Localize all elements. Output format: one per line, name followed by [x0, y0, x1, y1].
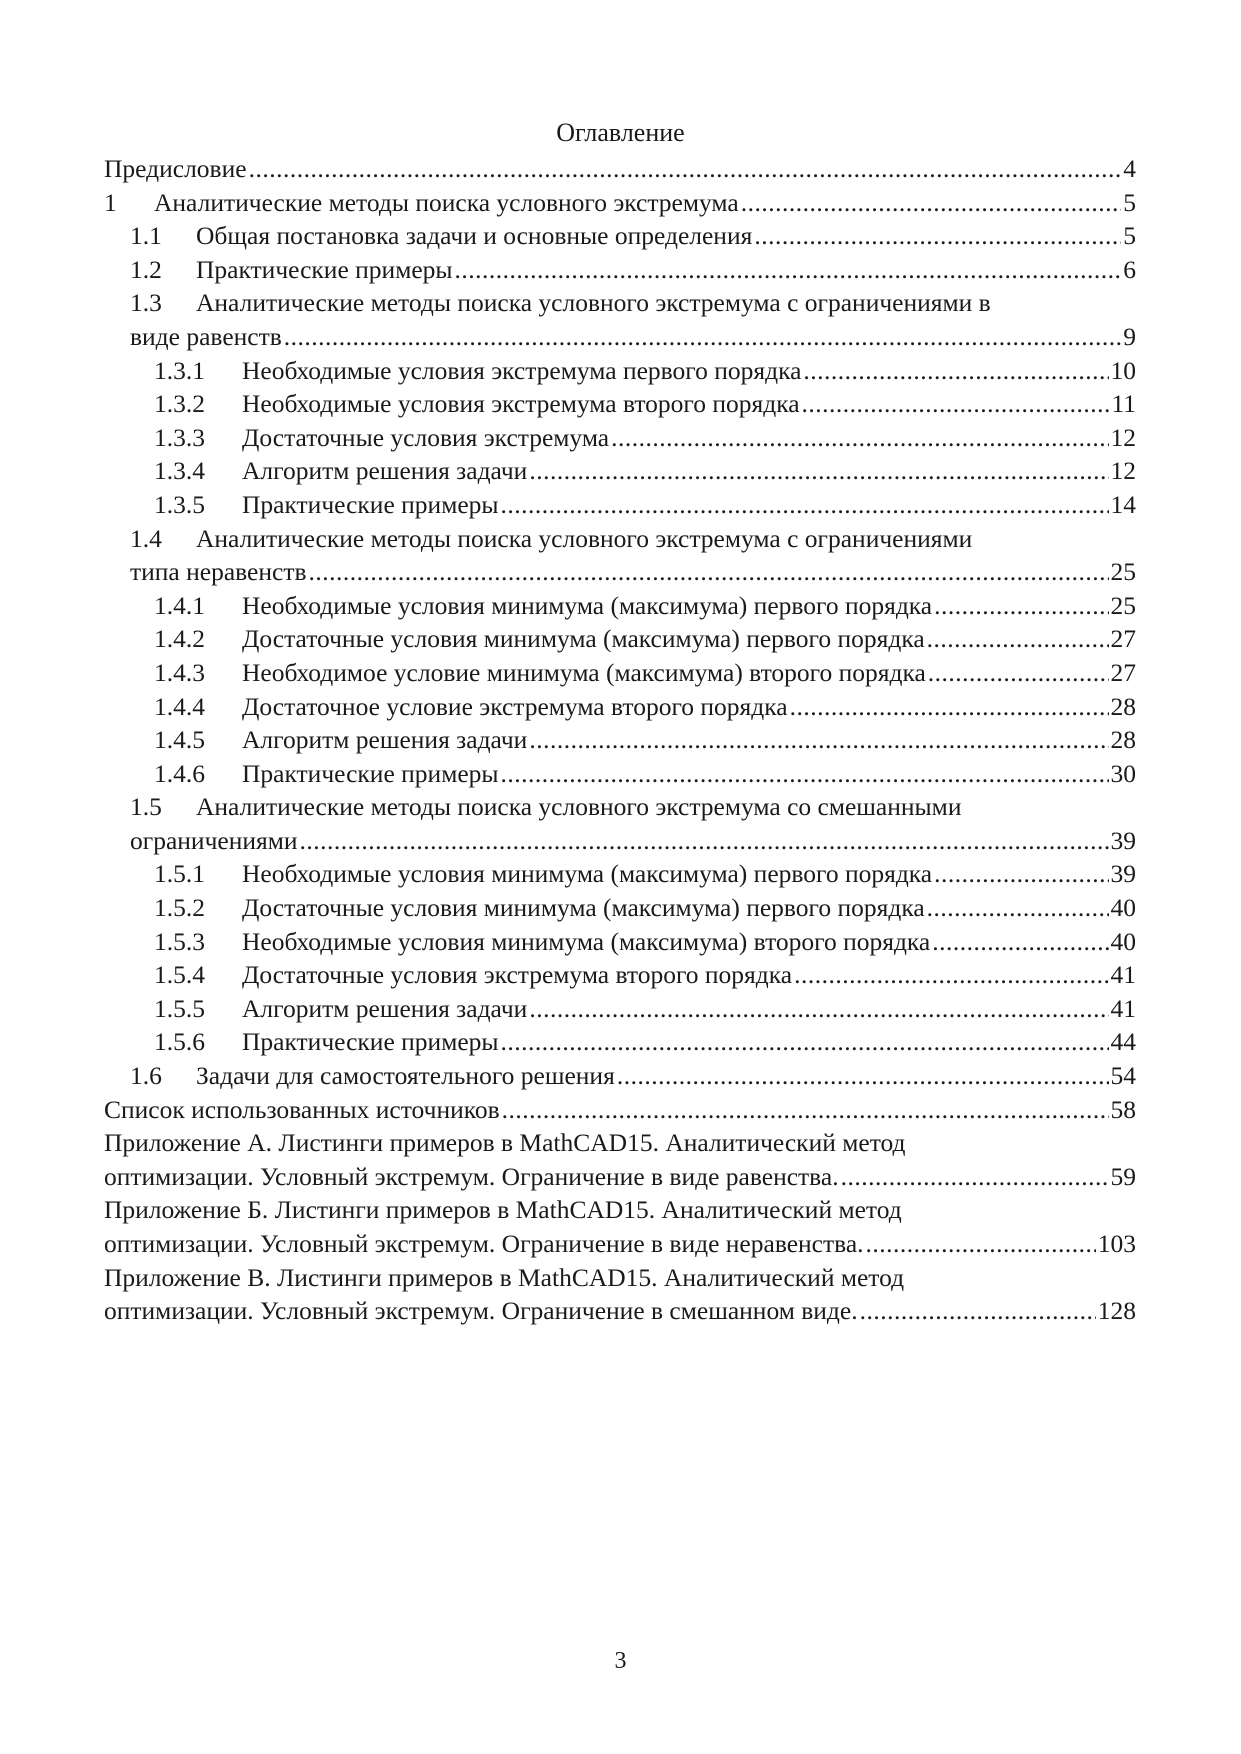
- dot-leader: [802, 387, 1110, 421]
- toc-entry-title: Необходимые условия экстремума первого порядка: [242, 355, 802, 385]
- dot-leader: [927, 622, 1109, 656]
- toc-entry-1-5-1[interactable]: [104, 857, 1136, 891]
- toc-entry-1-5[interactable]: [104, 790, 1136, 857]
- toc-entry-page: 12: [1110, 422, 1136, 452]
- toc-entry-title: Практические примеры: [242, 489, 499, 519]
- toc-entry-number: 1.5.3: [154, 926, 205, 956]
- toc-entry-title: Аналитические методы поиска условного экстремума со смешанными: [196, 792, 962, 822]
- toc-entry-1-4-1[interactable]: [104, 589, 1136, 623]
- page-number: 3: [614, 1648, 627, 1674]
- toc-entry-title-continued: оптимизации. Условный экстремум. Ограничение в виде равенства.: [104, 1161, 839, 1191]
- toc-entry-title: Достаточное условие экстремума второго порядка: [242, 691, 788, 721]
- dot-leader: [617, 1059, 1109, 1093]
- toc-entry-number: 1.3.5: [154, 489, 205, 519]
- toc-entry-title: Необходимые условия минимума (максимума) первого порядка: [242, 859, 933, 889]
- toc-entry-number: 1.4.5: [154, 725, 205, 755]
- toc-entry-number: 1.5.1: [154, 859, 205, 889]
- toc-entry-number: 1.4: [130, 523, 162, 553]
- toc-entry-number: 1.3.2: [154, 389, 205, 419]
- toc-entry-title: Алгоритм решения задачи: [242, 993, 528, 1023]
- toc-entry-title: Практические примеры: [242, 758, 499, 788]
- toc-entry-1-4-5[interactable]: [104, 723, 1136, 757]
- dot-leader: [249, 152, 1122, 186]
- toc-entry-title-continued: типа неравенств: [130, 557, 307, 587]
- dot-leader: [501, 1025, 1109, 1059]
- toc-entry-title: Задачи для самостоятельного решения: [196, 1061, 615, 1091]
- dot-leader: [741, 186, 1122, 220]
- toc-entry-number: 1.3.3: [154, 422, 205, 452]
- dot-leader: [300, 824, 1109, 858]
- toc-entry-page: 9: [1123, 321, 1136, 351]
- toc-entry-title: Аналитические методы поиска условного экстремума с ограничениями: [196, 523, 973, 553]
- toc-entry-appendix-a[interactable]: [104, 1126, 1136, 1193]
- toc-entry-title-continued: ограничениями: [130, 825, 298, 855]
- toc-entry-title: Алгоритм решения задачи: [242, 725, 528, 755]
- toc-entry-number: 1.2: [130, 254, 162, 284]
- toc-entry-page: 30: [1110, 758, 1136, 788]
- dot-leader: [284, 320, 1121, 354]
- dot-leader: [529, 723, 1108, 757]
- toc-entry-title: Необходимое условие минимума (максимума) второго порядка: [242, 657, 926, 687]
- toc-entry-number: 1.3: [130, 288, 162, 318]
- dot-leader: [611, 421, 1108, 455]
- toc-entry-number: 1.4.6: [154, 758, 205, 788]
- toc-entry-page: 44: [1110, 1027, 1136, 1057]
- dot-leader: [934, 589, 1108, 623]
- toc-entry-title: Аналитические методы поиска условного экстремума с ограничениями в: [196, 288, 991, 318]
- toc-entry-number: 1.5.4: [154, 960, 205, 990]
- toc-entry-number: 1.4.4: [154, 691, 205, 721]
- toc-entry-page: 40: [1110, 893, 1136, 923]
- toc-entry-1-5-5[interactable]: [104, 992, 1136, 1026]
- dot-leader: [934, 857, 1108, 891]
- toc-entry-1-3-5[interactable]: [104, 488, 1136, 522]
- toc-entry-1-4-4[interactable]: [104, 690, 1136, 724]
- toc-entry-1-5-4[interactable]: [104, 958, 1136, 992]
- toc-entry-page: 4: [1123, 154, 1136, 183]
- dot-leader: [529, 992, 1108, 1026]
- toc-entry-page: 5: [1123, 221, 1136, 251]
- toc-entry-appendix-b[interactable]: [104, 1193, 1136, 1260]
- dot-leader: [309, 555, 1109, 589]
- toc-entry-number: 1.5.6: [154, 1027, 205, 1057]
- dot-leader: [866, 1227, 1096, 1261]
- dot-leader: [860, 1294, 1096, 1328]
- toc-entry-page: 39: [1110, 825, 1136, 855]
- toc-entry-number: 1.4.1: [154, 590, 205, 620]
- toc-entry-title: Предисловие: [104, 154, 247, 183]
- dot-leader: [841, 1160, 1109, 1194]
- toc-entry-page: 25: [1110, 590, 1136, 620]
- toc-entry-title: Необходимые условия минимума (максимума) первого порядка: [242, 590, 933, 620]
- dot-leader: [790, 690, 1109, 724]
- toc-entry-number: 1.4.2: [154, 624, 205, 654]
- toc-entry-1-1[interactable]: [104, 219, 1136, 253]
- toc-entry-1-5-6[interactable]: [104, 1025, 1136, 1059]
- toc-entry-title: Приложение В. Листинги примеров в MathCAD15. Аналитический метод: [104, 1262, 905, 1292]
- dot-leader: [455, 253, 1122, 287]
- toc-entry-1-3[interactable]: [104, 286, 1136, 353]
- dot-leader: [927, 891, 1109, 925]
- toc-entry-1-4-3[interactable]: [104, 656, 1136, 690]
- toc-entry-title: Практические примеры: [242, 1027, 499, 1057]
- toc-entry-chapter-1[interactable]: [104, 186, 1136, 220]
- toc-entry-page: 5: [1123, 187, 1136, 217]
- toc-entry-number: 1.4.3: [154, 657, 205, 687]
- toc-entry-1-5-2[interactable]: [104, 891, 1136, 925]
- toc-entry-number: 1.1: [130, 221, 162, 251]
- toc-entry-number: 1.3.1: [154, 355, 205, 385]
- toc-heading: Оглавление: [556, 118, 685, 147]
- toc-entry-1-3-4[interactable]: [104, 454, 1136, 488]
- toc-entry-1-4-6[interactable]: [104, 757, 1136, 791]
- toc-entry-page: 54: [1110, 1061, 1136, 1091]
- toc-entry-1-3-1[interactable]: [104, 354, 1136, 388]
- toc-entry-appendix-v[interactable]: [104, 1261, 1136, 1328]
- toc-entry-page: 41: [1110, 960, 1136, 990]
- toc-entry-1-5-3[interactable]: [104, 925, 1136, 959]
- toc-entry-page: 128: [1097, 1296, 1136, 1326]
- toc-entry-number: 1.5.2: [154, 893, 205, 923]
- toc-entry-title: Необходимые условия экстремума второго порядка: [242, 389, 800, 419]
- toc-entry-page: 40: [1110, 926, 1136, 956]
- toc-entry-title: Достаточные условия минимума (максимума) первого порядка: [242, 624, 925, 654]
- toc-entry-title: Достаточные условия экстремума второго порядка: [242, 960, 793, 990]
- table-of-contents: [104, 152, 1136, 1328]
- toc-entry-title-continued: оптимизации. Условный экстремум. Ограничение в смешанном виде.: [104, 1296, 858, 1326]
- toc-entry-number: 1.3.4: [154, 456, 205, 486]
- toc-entry-1-3-3[interactable]: [104, 421, 1136, 455]
- toc-entry-number: 1: [104, 187, 117, 217]
- toc-entry-page: 41: [1110, 993, 1136, 1023]
- toc-entry-title: Приложение А. Листинги примеров в MathCAD15. Аналитический метод: [104, 1128, 906, 1158]
- toc-entry-page: 28: [1110, 691, 1136, 721]
- toc-entry-1-6[interactable]: [104, 1059, 1136, 1093]
- toc-entry-title: Список использованных источников: [104, 1094, 500, 1124]
- toc-entry-title: Достаточные условия минимума (максимума) первого порядка: [242, 893, 925, 923]
- toc-entry-1-3-2[interactable]: [104, 387, 1136, 421]
- toc-entry-number: 1.5: [130, 792, 162, 822]
- dot-leader: [501, 488, 1109, 522]
- toc-entry-number: 1.5.5: [154, 993, 205, 1023]
- dot-leader: [932, 925, 1108, 959]
- dot-leader: [501, 757, 1109, 791]
- dot-leader: [502, 1093, 1109, 1127]
- toc-entry-page: 6: [1123, 254, 1136, 284]
- toc-entry-page: 14: [1110, 489, 1136, 519]
- toc-entry-number: 1.6: [130, 1061, 162, 1091]
- toc-entry-title-continued: оптимизации. Условный экстремум. Ограничение в виде неравенства.: [104, 1229, 864, 1258]
- toc-entry-page: 10: [1110, 355, 1136, 385]
- dot-leader: [529, 454, 1108, 488]
- toc-entry-page: 59: [1110, 1161, 1136, 1191]
- toc-entry-references[interactable]: [104, 1093, 1136, 1127]
- toc-entry-1-4[interactable]: [104, 522, 1136, 589]
- toc-entry-page: 11: [1111, 389, 1136, 419]
- toc-entry-title-continued: виде равенств: [130, 321, 282, 351]
- toc-entry-page: 27: [1110, 624, 1136, 654]
- toc-entry-1-2[interactable]: [104, 253, 1136, 287]
- toc-entry-title: Общая постановка задачи и основные определения: [196, 221, 753, 251]
- toc-entry-page: 27: [1110, 657, 1136, 687]
- toc-entry-title: Аналитические методы поиска условного экстремума: [154, 187, 739, 217]
- toc-entry-page: 58: [1110, 1094, 1136, 1124]
- toc-entry-page: 39: [1110, 859, 1136, 889]
- toc-entry-1-4-2[interactable]: [104, 622, 1136, 656]
- toc-entry-title: Необходимые условия минимума (максимума) второго порядка: [242, 926, 931, 956]
- toc-entry-page: 103: [1097, 1229, 1136, 1258]
- dot-leader: [928, 656, 1109, 690]
- dot-leader: [803, 354, 1108, 388]
- toc-entry-title: Достаточные условия экстремума: [242, 422, 610, 452]
- toc-entry-title: Приложение Б. Листинги примеров в MathCAD15. Аналитический метод: [104, 1195, 902, 1225]
- toc-entry-preface[interactable]: [104, 152, 1136, 186]
- toc-entry-title: Практические примеры: [196, 254, 453, 284]
- toc-entry-page: 25: [1110, 557, 1136, 587]
- toc-entry-page: 12: [1110, 456, 1136, 486]
- toc-entry-page: 28: [1110, 725, 1136, 755]
- dot-leader: [754, 219, 1121, 253]
- dot-leader: [794, 958, 1108, 992]
- toc-entry-title: Алгоритм решения задачи: [242, 456, 528, 486]
